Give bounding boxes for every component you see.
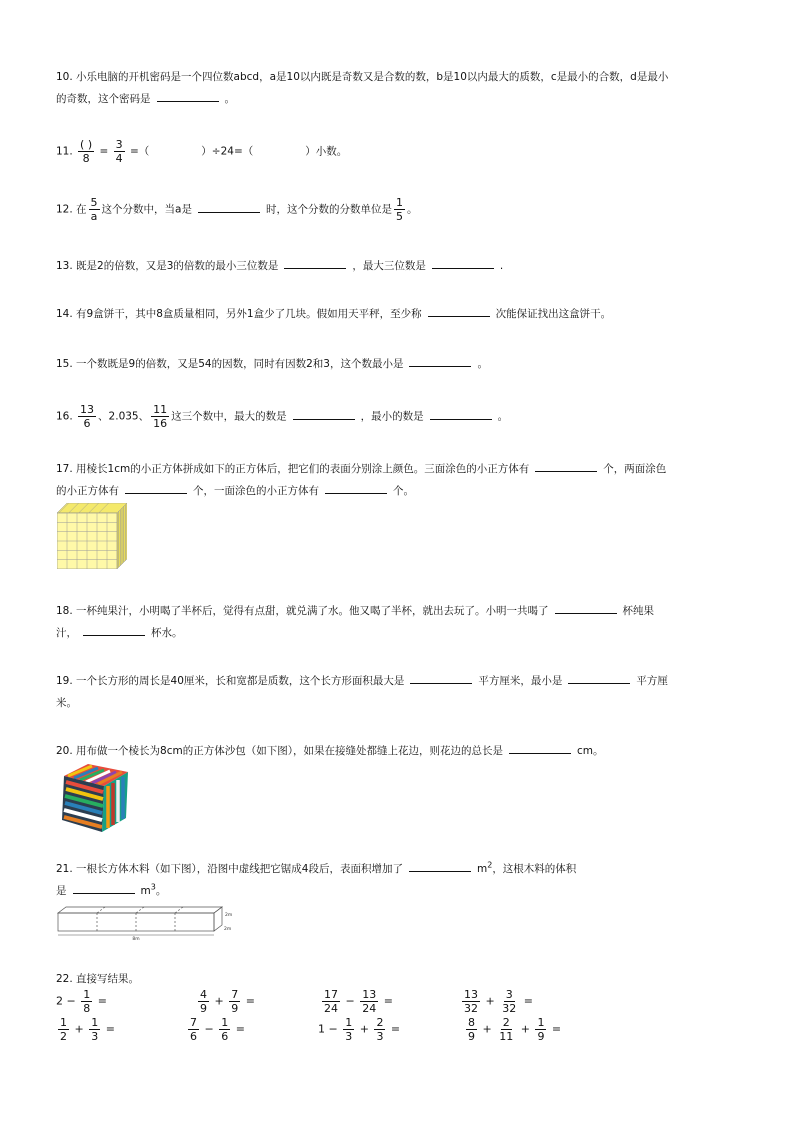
fraction (394, 196, 405, 223)
answer-blank[interactable] (428, 304, 490, 317)
question-12 (56, 196, 746, 223)
denominator: 16 (153, 417, 168, 430)
question-text: 、2.035、 (98, 410, 150, 423)
question-20 (56, 740, 746, 762)
question-text: 的奇数，这个密码是 (56, 93, 151, 105)
answer-blank[interactable] (73, 881, 135, 894)
punct: . (499, 260, 504, 272)
answer-blank[interactable] (198, 200, 260, 213)
question-number: 19. (56, 675, 73, 687)
question-text: 这三个数中，最大的数是 (171, 410, 287, 423)
question-16 (56, 403, 746, 430)
fraction (151, 403, 169, 430)
unit-exponent: 2 (487, 860, 493, 870)
question-text: 。 (155, 885, 167, 897)
punct: 。 (477, 358, 488, 370)
question-text: 直接写结果。 (76, 973, 140, 985)
answer-blank[interactable] (430, 407, 492, 420)
question-text: 一个长方形的周长是40厘米，长和宽都是质数，这个长方形面积最大是 (76, 675, 405, 687)
question-number: 22. (56, 973, 73, 985)
question-text: 是 (56, 885, 67, 897)
question-22 (56, 968, 746, 990)
striped-cushion-cube-figure (58, 762, 130, 837)
question-number: 11. (56, 145, 73, 158)
question-text: =（ (129, 145, 150, 158)
denominator: 6 (83, 417, 91, 430)
beam-length-label: 8m (132, 937, 140, 941)
calc-item: $\frac{17}{24}$ − $\frac{13}{24}$ = (324, 988, 393, 1015)
question-number: 16. (56, 410, 73, 423)
numerator: 5 (90, 196, 98, 209)
question-10 (56, 66, 746, 110)
calc-item: $\frac{4}{9}$ + $\frac{7}{9}$ = (200, 988, 255, 1015)
question-text: ）小数。 (305, 145, 348, 158)
answer-blank[interactable] (125, 481, 187, 494)
question-number: 12. (56, 203, 73, 216)
question-text: 这个分数中，当a是 (101, 203, 192, 216)
painted-cube-figure (57, 503, 127, 572)
question-text: ，最小的数是 (360, 410, 424, 423)
answer-blank[interactable] (293, 407, 355, 420)
answer-blank[interactable] (284, 256, 346, 269)
question-text: 一个数既是9的倍数，又是54的因数，同时有因数2和3，这个数最小是 (76, 358, 404, 370)
question-text: ，这根木料的体积 (492, 863, 577, 875)
answer-blank[interactable] (409, 859, 471, 872)
punct: 。 (497, 410, 509, 423)
answer-blank[interactable] (535, 459, 597, 472)
question-text: 用棱长1cm的小正方体拼成如下的正方体后，把它们的表面分别涂上颜色。三面涂色的小正方体有 (76, 463, 530, 475)
numerator: 13 (80, 403, 95, 416)
unit: m (140, 885, 151, 897)
question-text: 的小正方体有 (56, 485, 119, 497)
question-number: 15. (56, 358, 73, 370)
answer-blank[interactable] (410, 671, 472, 684)
calc-item: 1 − $\frac{1}{3}$ + $\frac{2}{3}$ = (318, 1016, 401, 1043)
numerator: ( ) (80, 138, 93, 151)
answer-blank[interactable] (155, 143, 195, 155)
question-text: 有9盒饼干，其中8盒质量相同，另外1盒少了几块。假如用天平秤，至少称 (76, 308, 422, 320)
question-text: 时，这个分数的分数单位是 (265, 203, 392, 216)
calc-item: $\frac{7}{6}$ − $\frac{1}{6}$ = (190, 1016, 245, 1043)
question-text: 汁， (56, 627, 77, 639)
question-number: 13. (56, 260, 73, 272)
question-text: 平方厘 (636, 675, 668, 687)
question-text: 用布做一个棱长为8cm的正方体沙包（如下图），如果在接缝处都缝上花边，则花边的总长是 (76, 745, 503, 757)
question-text: 既是2的倍数，又是3的倍数的最小三位数是 (76, 260, 279, 272)
unit-exponent: 3 (150, 882, 156, 892)
question-text: ）÷24=（ (201, 145, 254, 158)
numerator: 1 (395, 196, 403, 209)
question-15 (56, 353, 746, 375)
question-text: 米。 (56, 697, 77, 709)
denominator: 5 (395, 210, 403, 223)
answer-blank[interactable] (83, 623, 145, 636)
question-11 (56, 138, 746, 165)
denominator: 4 (115, 152, 123, 165)
fraction (89, 196, 100, 223)
answer-blank[interactable] (432, 256, 494, 269)
beam-width-label: 2m (224, 927, 232, 932)
denominator: a (90, 210, 98, 223)
wood-beam-figure (56, 905, 236, 944)
question-18 (56, 600, 746, 644)
calc-item: $\frac{13}{32}$ + $\frac{3}{32}$ = (464, 988, 533, 1015)
equals: = (99, 145, 109, 158)
punct: 。 (224, 93, 235, 105)
question-text: 个。 (393, 485, 414, 497)
question-text: 杯水。 (151, 627, 183, 639)
question-text: 个，一面涂色的小正方体有 (193, 485, 319, 497)
question-text: 平方厘米，最小是 (478, 675, 563, 687)
answer-blank[interactable] (325, 481, 387, 494)
answer-blank[interactable] (509, 741, 571, 754)
question-number: 10. (56, 71, 73, 83)
question-text: 个，两面涂色 (603, 463, 667, 475)
numerator: 11 (153, 403, 168, 416)
calc-item: $\frac{1}{2}$ + $\frac{1}{3}$ = (60, 1016, 115, 1043)
question-17 (56, 458, 746, 502)
numerator: 3 (115, 138, 123, 151)
unit: m (476, 863, 488, 875)
fraction (78, 403, 96, 430)
question-text: 杯纯果 (622, 605, 655, 617)
punct: 。 (406, 203, 418, 216)
question-19 (56, 670, 746, 714)
answer-blank[interactable] (568, 671, 630, 684)
question-text: 一根长方体木料（如下图），沿图中虚线把它锯成4段后，表面积增加了 (76, 863, 403, 875)
question-text: 次能保证找出这盒饼干。 (495, 308, 612, 320)
answer-blank[interactable] (259, 143, 299, 155)
question-number: 14. (56, 308, 73, 320)
question-text: 一杯纯果汁，小明喝了半杯后，觉得有点甜，就兑满了水。他又喝了半杯，就出去玩了。小明一共喝了 (76, 605, 549, 617)
denominator: 8 (82, 152, 90, 165)
answer-blank[interactable] (555, 601, 617, 614)
answer-blank[interactable] (409, 354, 471, 367)
question-text: cm。 (576, 745, 604, 757)
calc-item: $\frac{8}{9}$ + $\frac{2}{11}$ + $\frac{1}{9}$ = (468, 1016, 562, 1043)
question-14 (56, 303, 746, 325)
beam-height-label: 2m (225, 913, 233, 918)
question-number: 21. (56, 863, 73, 875)
question-text: ，最大三位数是 (352, 260, 426, 272)
question-number: 20. (56, 745, 73, 757)
calc-item: 2 − $\frac{1}{8}$ = (56, 988, 107, 1015)
question-text: 小乐电脑的开机密码是一个四位数abcd，a是10以内既是奇数又是合数的数，b是10以内最大的质数，c是最小的合数，d是最小 (76, 71, 669, 83)
question-21 (56, 858, 746, 902)
question-text: 在 (76, 203, 87, 216)
question-number: 18. (56, 605, 73, 617)
fraction (78, 138, 94, 165)
question-13 (56, 255, 746, 277)
question-number: 17. (56, 463, 73, 475)
fraction (114, 138, 125, 165)
answer-blank[interactable] (157, 89, 219, 102)
